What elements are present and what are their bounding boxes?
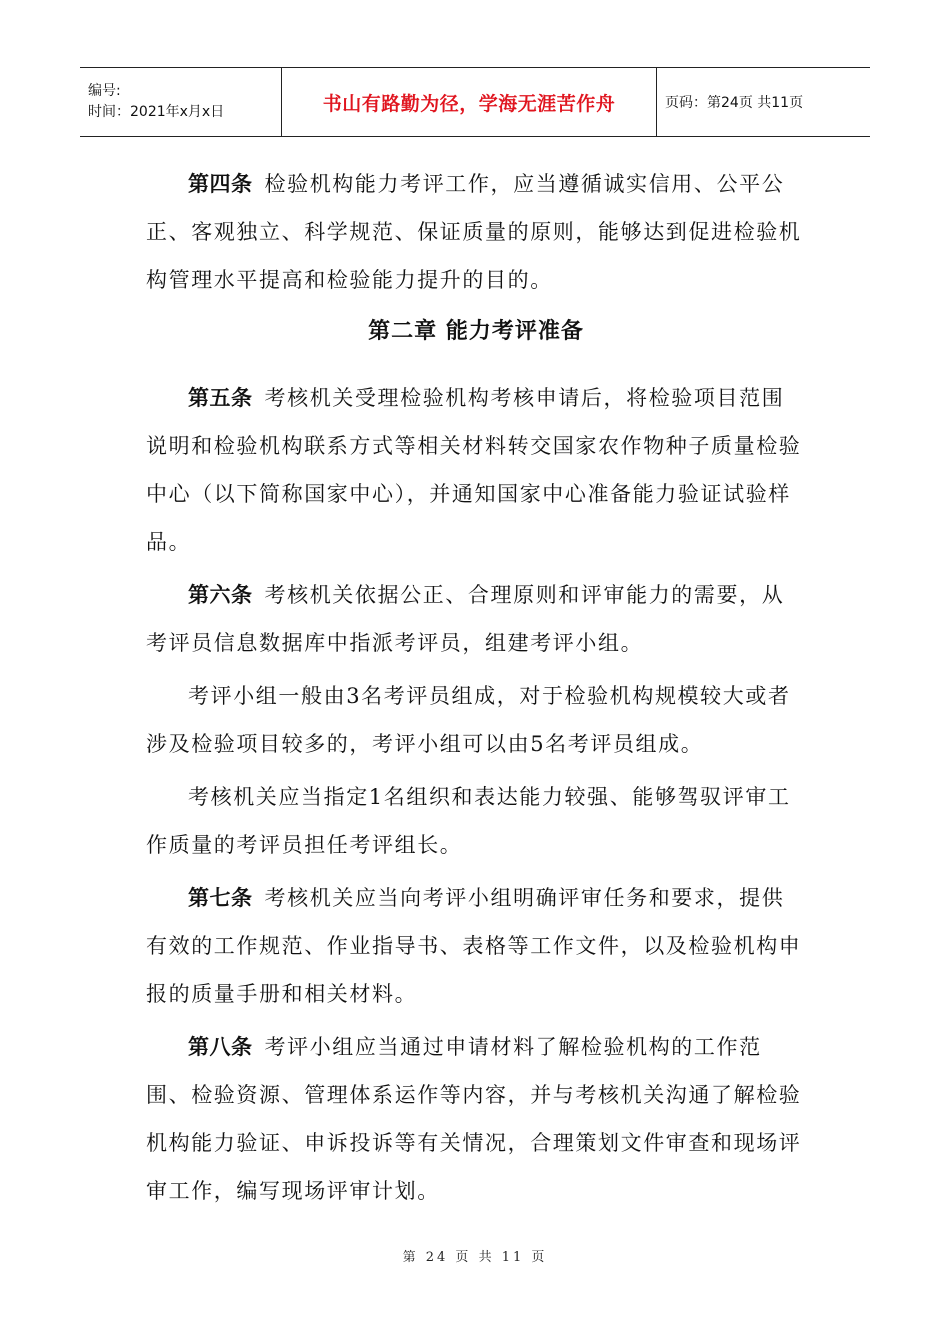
page-footer: 第 24 页 共 11 页 <box>402 1250 548 1265</box>
article-6-para-3: 考核机关应当指定1名组织和表达能力较强、能够驾驭评审工作质量的考评员担任考评组长。 <box>146 785 791 857</box>
article-7 <box>146 874 806 1018</box>
article-5 <box>146 374 806 566</box>
chapter-2-heading: 第二章 能力考评准备 <box>368 319 584 344</box>
article-7-text: 考核机关应当向考评小组明确评审任务和要求，提供有效的工作规范、作业指导书、表格等工作文件，以及检验机构申报的质量手册和相关材料。 <box>146 886 802 1006</box>
header-page-cell <box>657 68 870 136</box>
article-5-text: 考核机关受理检验机构考核申请后，将检验项目范围说明和检验机构联系方式等相关材料转交国家农作物种子质量检验中心（以下简称国家中心），并通知国家中心准备能力验证试验样品。 <box>146 386 802 554</box>
header-meta <box>80 68 282 136</box>
header-time-label: 时间：2021年x月x日 <box>88 104 225 120</box>
header-motto: 书山有路勤为径，学海无涯苦作舟 <box>322 92 616 115</box>
article-7-title: 第七条 <box>188 886 253 910</box>
article-6-text: 考核机关依据公正、合理原则和评审能力的需要，从考评员信息数据库中指派考评员，组建考评小组。 <box>146 583 785 655</box>
article-6 <box>146 571 806 667</box>
header-page-label: 页码：第24页 共11页 <box>665 95 804 111</box>
header-number-label: 编号: <box>88 83 121 99</box>
article-8-title: 第八条 <box>188 1035 253 1059</box>
article-6-para-2: 考评小组一般由3名考评员组成，对于检验机构规模较大或者涉及检验项目较多的，考评小组可以由5名考评员组成。 <box>146 684 791 756</box>
header-motto-cell <box>282 68 657 136</box>
article-5-title: 第五条 <box>188 386 253 410</box>
article-8 <box>146 1023 806 1215</box>
article-6-title: 第六条 <box>188 583 253 607</box>
article-4 <box>146 160 806 304</box>
article-8-text: 考评小组应当通过申请材料了解检验机构的工作范围、检验资源、管理体系运作等内容，并与考核机关沟通了解检验机构能力验证、申诉投诉等有关情况，合理策划文件审查和现场评审工作，编写现场评审计划。 <box>146 1035 802 1203</box>
page-header <box>80 67 870 137</box>
article-4-text: 检验机构能力考评工作，应当遵循诚实信用、公平公正、客观独立、科学规范、保证质量的原则，能够达到促进检验机构管理水平提高和检验能力提升的目的。 <box>146 172 802 292</box>
article-4-title: 第四条 <box>188 172 253 196</box>
document-body <box>146 160 806 1220</box>
